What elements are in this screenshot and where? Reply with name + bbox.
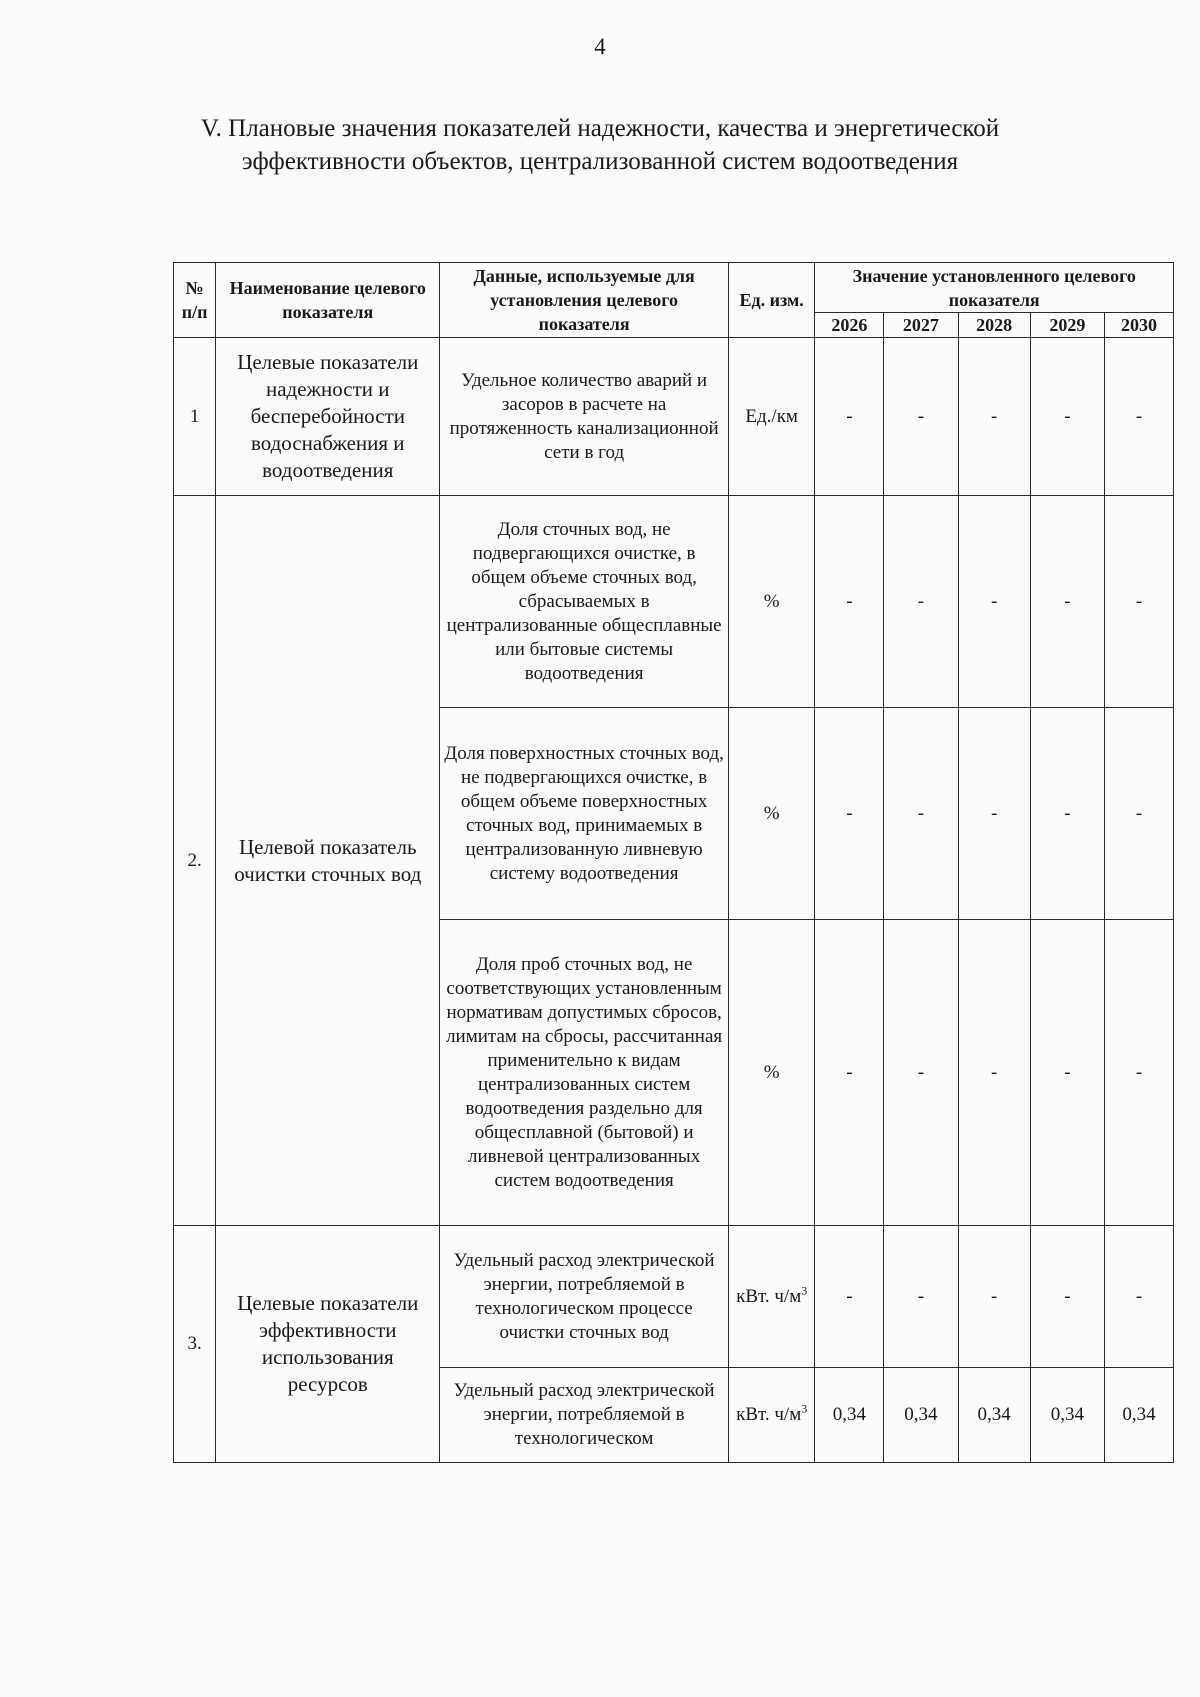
indicator-data: Удельный расход электрической энергии, потребляемой в технологическом [440,1368,729,1463]
value-cell: - [815,338,884,496]
value-cell: - [884,920,958,1226]
value-cell: - [1030,338,1104,496]
indicator-data: Удельное количество аварий и засоров в расчете на протяженность канализационной сети в год [440,338,729,496]
unit-superscript: 3 [801,1283,808,1298]
unit-cell: % [728,920,815,1226]
unit-cell [728,1226,815,1368]
value-cell: - [884,338,958,496]
indicator-data: Доля проб сточных вод, не соответствующих установленным нормативам допустимых сбросов, лимитам на сбросы, рассчитанная применительно к видам централизованных систем водоотведения раздельно для общесплавной (бытовой) и ливневой централизованных систем водоотведения [440,920,729,1226]
indicator-name: Целевые показатели эффективности использования ресурсов [216,1226,440,1463]
value-cell: - [815,708,884,920]
value-cell: - [958,708,1030,920]
header-year: 2030 [1105,313,1174,338]
header-year: 2027 [884,313,958,338]
indicator-name: Целевой показатель очистки сточных вод [216,496,440,1226]
value-cell: - [1105,338,1174,496]
value-cell: - [958,338,1030,496]
unit-cell [728,1368,815,1463]
unit-text: кВт. ч/м [736,1404,802,1425]
value-cell: - [1105,1226,1174,1368]
value-cell: - [815,1226,884,1368]
value-cell: - [1105,496,1174,708]
unit-cell: Ед./км [728,338,815,496]
value-cell: - [884,496,958,708]
document-title [150,112,1050,178]
value-cell: - [958,1226,1030,1368]
value-cell: 0,34 [958,1368,1030,1463]
indicator-name: Целевые показатели надежности и бесперебойности водоснабжения и водоотведения [216,338,440,496]
indicator-data: Доля сточных вод, не подвергающихся очистке, в общем объеме сточных вод, сбрасываемых в централизованные общесплавные или бытовые системы водоотведения [440,496,729,708]
value-cell: 0,34 [815,1368,884,1463]
table-row [174,338,1174,496]
header-year: 2026 [815,313,884,338]
indicators-table [173,262,1174,1463]
row-number: 3. [174,1226,216,1463]
unit-superscript: 3 [801,1401,808,1416]
header-num: № п/п [174,263,216,338]
table-row [174,1226,1174,1368]
value-cell: - [1030,708,1104,920]
header-value: Значение установленного целевого показателя [815,263,1174,313]
row-number: 2. [174,496,216,1226]
unit-text: кВт. ч/м [736,1285,802,1307]
value-cell: - [1105,708,1174,920]
value-cell: - [884,708,958,920]
value-cell: - [1105,920,1174,1226]
value-cell: - [815,496,884,708]
value-cell: - [958,496,1030,708]
title-line-2: эффективности объектов, централизованной систем водоотведения [241,148,959,175]
header-unit: Ед. изм. [728,263,815,338]
value-cell: - [815,920,884,1226]
header-data: Данные, используемые для установления целевого показателя [440,263,729,338]
header-name: Наименование целевого показателя [216,263,440,338]
value-cell: - [958,920,1030,1226]
header-year: 2029 [1030,313,1104,338]
table-row [174,496,1174,708]
page-number: 4 [594,34,606,59]
value-cell: 0,34 [884,1368,958,1463]
value-cell: - [1030,496,1104,708]
title-line-1: V. Плановые значения показателей надежности, качества и энергетической [200,115,1000,142]
unit-cell: % [728,496,815,708]
row-number: 1 [174,338,216,496]
indicator-data: Доля поверхностных сточных вод, не подвергающихся очистке, в общем объеме поверхностных сточных вод, принимаемых в централизованную ливневую систему водоотведения [440,708,729,920]
value-cell: 0,34 [1105,1368,1174,1463]
header-year: 2028 [958,313,1030,338]
unit-cell: % [728,708,815,920]
indicator-data: Удельный расход электрической энергии, потребляемой в технологическом процессе очистки сточных вод [440,1226,729,1368]
value-cell: - [1030,1226,1104,1368]
value-cell: 0,34 [1030,1368,1104,1463]
value-cell: - [884,1226,958,1368]
value-cell: - [1030,920,1104,1226]
